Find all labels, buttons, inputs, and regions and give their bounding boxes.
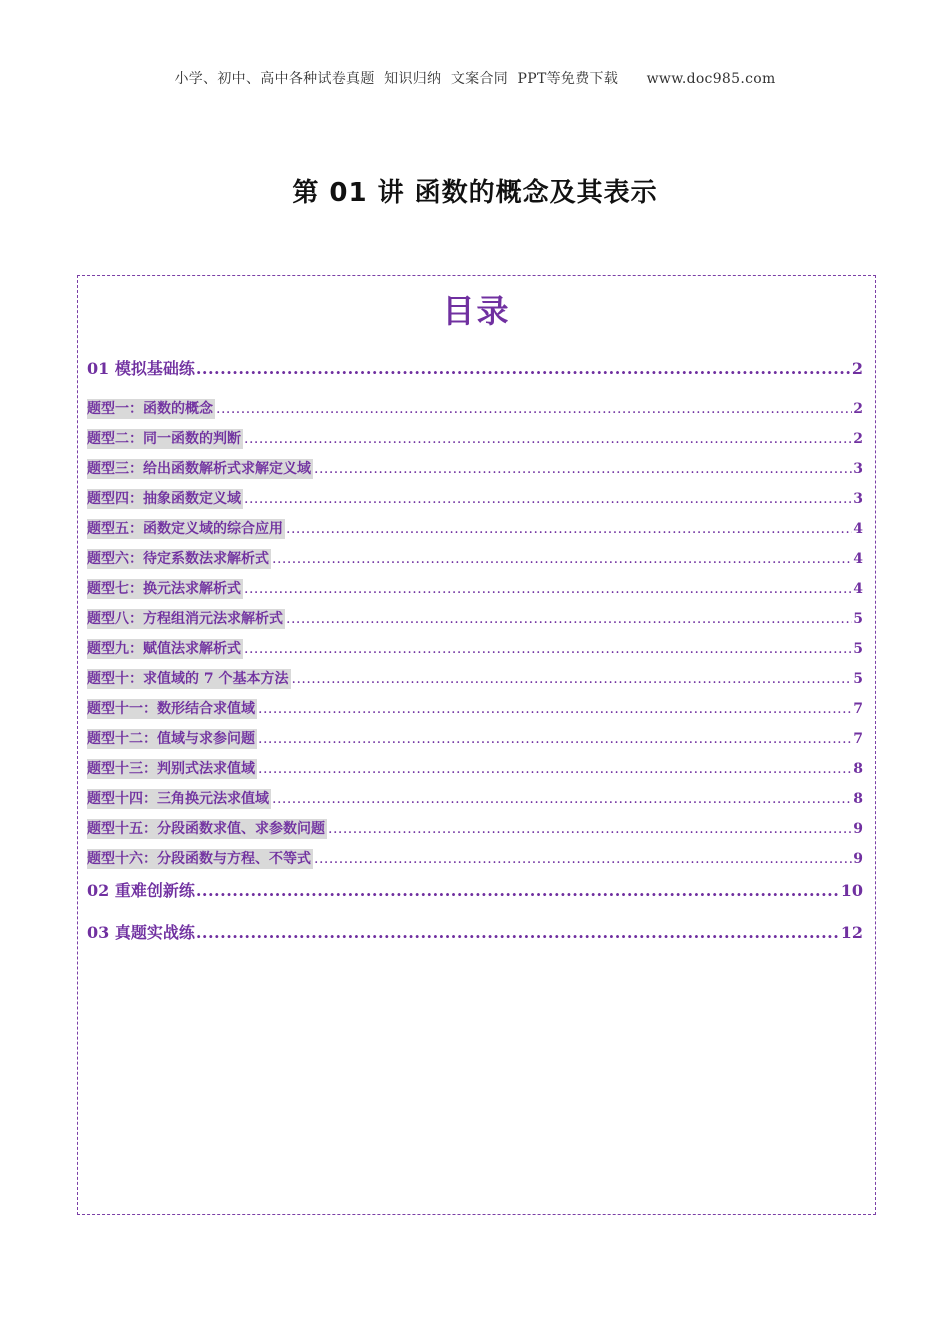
toc-leader-dots <box>292 669 853 689</box>
toc-section-entry[interactable] <box>87 357 863 399</box>
toc-heading: 目录 <box>442 292 511 330</box>
toc-subsection-entry[interactable] <box>87 729 863 759</box>
toc-entry-label: 题型十四：三角换元法求值域 <box>87 791 269 807</box>
toc-page-number: 8 <box>853 791 863 807</box>
toc-subsection-entry[interactable] <box>87 609 863 639</box>
toc-page-number: 4 <box>853 551 863 567</box>
toc-subsection-entry[interactable] <box>87 789 863 819</box>
toc-leader-dots <box>196 921 840 945</box>
toc-entry-label: 题型七：换元法求解析式 <box>87 581 241 597</box>
toc-page-number: 5 <box>853 641 863 657</box>
toc-subsection-entry[interactable] <box>87 639 863 669</box>
toc-leader-dots <box>244 639 852 659</box>
toc-page-number: 8 <box>853 761 863 777</box>
toc-subsection-entry[interactable] <box>87 399 863 429</box>
toc-leader-dots <box>244 489 852 509</box>
document-title: 第 01 讲 函数的概念及其表示 <box>292 178 658 208</box>
toc-subsection-entry[interactable] <box>87 459 863 489</box>
toc-entry-label: 题型五：函数定义域的综合应用 <box>87 521 283 537</box>
toc-entry-label: 01 模拟基础练 <box>87 359 195 378</box>
toc-entry-label: 题型八：方程组消元法求解析式 <box>87 611 283 627</box>
toc-leader-dots <box>286 519 852 539</box>
toc-page-number: 3 <box>853 461 863 477</box>
toc-entry-label: 题型九：赋值法求解析式 <box>87 641 241 657</box>
toc-leader-dots <box>258 699 852 719</box>
toc-leader-dots <box>314 459 852 479</box>
toc-leader-dots <box>314 849 852 869</box>
toc-page-number: 9 <box>853 851 863 867</box>
toc-subsection-entry[interactable] <box>87 429 863 459</box>
toc-page-number: 4 <box>853 581 863 597</box>
toc-entry-label: 题型二：同一函数的判断 <box>87 431 241 447</box>
toc-page-number: 10 <box>840 881 863 900</box>
toc-subsection-entry[interactable] <box>87 759 863 789</box>
toc-leader-dots <box>272 549 852 569</box>
toc-leader-dots <box>244 429 852 449</box>
toc-section-entry[interactable] <box>87 879 863 921</box>
toc-page-number: 7 <box>853 731 863 747</box>
toc-entry-label: 题型四：抽象函数定义域 <box>87 491 241 507</box>
toc-page-number: 5 <box>853 671 863 687</box>
toc-leader-dots <box>196 357 851 381</box>
toc-section-entry[interactable] <box>87 921 863 963</box>
page-header-text: 小学、初中、高中各种试卷真题 知识归纳 文案合同 PPT等免费下载 www.doc985.com <box>174 71 776 87</box>
toc-subsection-entry[interactable] <box>87 699 863 729</box>
toc-page-number: 2 <box>853 401 863 417</box>
toc-page-number: 7 <box>853 701 863 717</box>
toc-page-number: 2 <box>853 431 863 447</box>
toc-subsection-entry[interactable] <box>87 849 863 879</box>
toc-entry-label: 02 重难创新练 <box>87 881 195 900</box>
toc-subsection-entry[interactable] <box>87 819 863 849</box>
toc-subsection-entry[interactable] <box>87 579 863 609</box>
toc-leader-dots <box>328 819 852 839</box>
toc-leader-dots <box>286 609 852 629</box>
toc-page-number: 12 <box>840 923 863 942</box>
toc-page-number: 5 <box>853 611 863 627</box>
toc-entry-label: 题型十一：数形结合求值域 <box>87 701 255 717</box>
toc-leader-dots <box>196 879 840 903</box>
toc-page-number: 2 <box>851 359 863 378</box>
toc-leader-dots <box>258 729 852 749</box>
toc-page-number: 9 <box>853 821 863 837</box>
toc-leader-dots <box>216 399 852 419</box>
toc-entry-label: 题型十二：值域与求参问题 <box>87 731 255 747</box>
toc-entry-label: 题型十五：分段函数求值、求参数问题 <box>87 821 325 837</box>
toc-entry-label: 题型十：求值域的 7 个基本方法 <box>87 671 289 687</box>
toc-entry-label: 题型一：函数的概念 <box>87 401 213 417</box>
table-of-contents <box>77 275 876 1215</box>
toc-page-number: 4 <box>853 521 863 537</box>
toc-list <box>87 357 863 963</box>
toc-leader-dots <box>272 789 852 809</box>
toc-subsection-entry[interactable] <box>87 669 863 699</box>
toc-subsection-entry[interactable] <box>87 489 863 519</box>
toc-subsection-entry[interactable] <box>87 549 863 579</box>
toc-entry-label: 题型十三：判别式法求值域 <box>87 761 255 777</box>
toc-subsection-entry[interactable] <box>87 519 863 549</box>
toc-leader-dots <box>258 759 852 779</box>
toc-entry-label: 03 真题实战练 <box>87 923 195 942</box>
toc-entry-label: 题型三：给出函数解析式求解定义域 <box>87 461 311 477</box>
toc-entry-label: 题型六：待定系数法求解析式 <box>87 551 269 567</box>
toc-page-number: 3 <box>853 491 863 507</box>
toc-leader-dots <box>244 579 852 599</box>
toc-entry-label: 题型十六：分段函数与方程、不等式 <box>87 851 311 867</box>
